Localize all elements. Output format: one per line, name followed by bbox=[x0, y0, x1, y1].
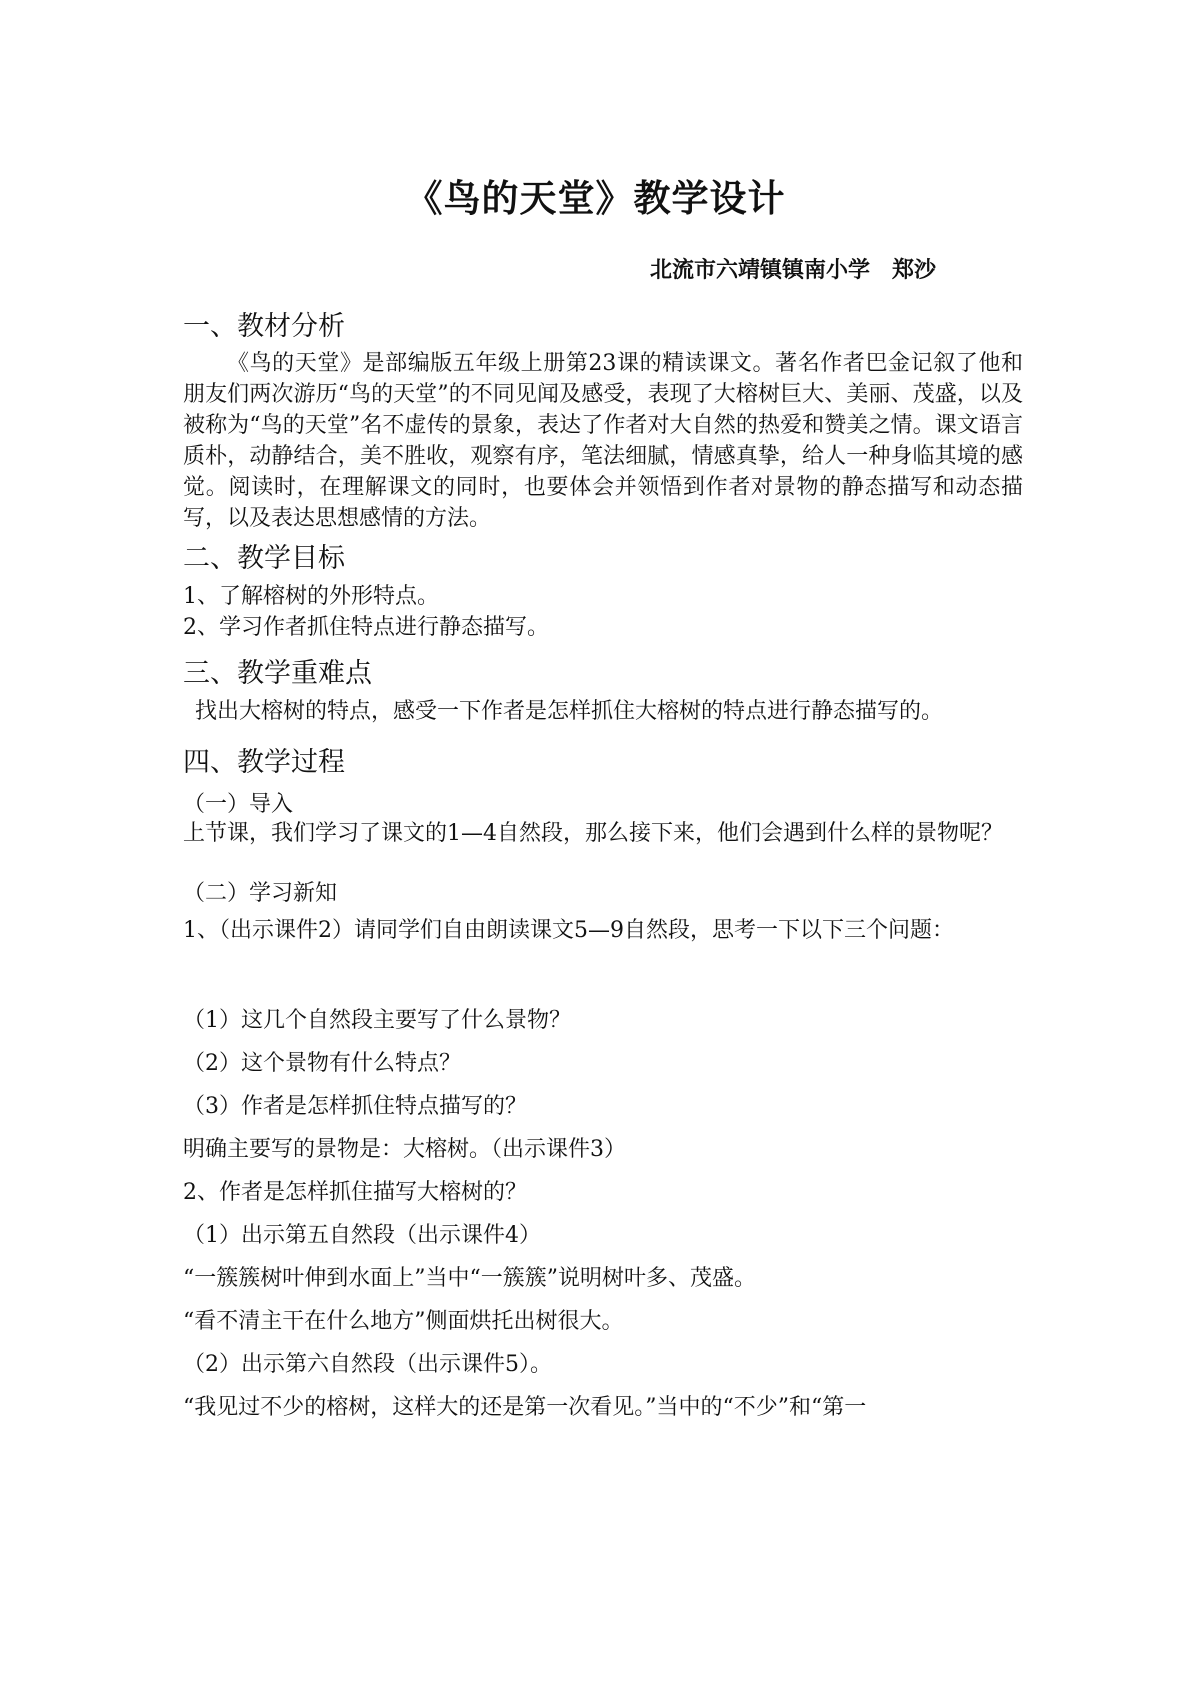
question-2: （2）这个景物有什么特点？ bbox=[183, 1051, 461, 1076]
step-1-text: 1、（出示课件2）请同学们自由朗读课文5—9自然段，思考一下以下三个问题： bbox=[183, 918, 954, 943]
section-heading-goals: 二、教学目标 bbox=[183, 543, 345, 574]
goal-item-2: 2、学习作者抓住特点进行静态描写。 bbox=[183, 615, 549, 640]
intro-text: 上节课，我们学习了课文的1—4自然段，那么接下来，他们会遇到什么样的景物呢？ bbox=[183, 821, 1003, 846]
answer-text: 明确主要写的景物是：大榕树。（出示课件3） bbox=[183, 1137, 626, 1162]
paragraph-6-item: （2）出示第六自然段（出示课件5）。 bbox=[183, 1352, 552, 1377]
paragraph-5-item: （1）出示第五自然段（出示课件4） bbox=[183, 1223, 541, 1248]
key-points-text: 找出大榕树的特点，感受一下作者是怎样抓住大榕树的特点进行静态描写的。 bbox=[195, 699, 944, 724]
paragraph-6-note-a: “我见过不少的榕树，这样大的还是第一次看见。”当中的“不少”和“第一 bbox=[183, 1395, 867, 1420]
section-heading-analysis: 一、教材分析 bbox=[183, 311, 345, 342]
page-title: 《鸟的天堂》教学设计 bbox=[405, 176, 786, 220]
paragraph-5-note-a: “一簇簇树叶伸到水面上”当中“一簇簇”说明树叶多、茂盛。 bbox=[183, 1266, 756, 1291]
section-analysis-body bbox=[183, 348, 1023, 534]
subheading-new-knowledge: （二）学习新知 bbox=[183, 881, 338, 906]
section-heading-key-points: 三、教学重难点 bbox=[183, 658, 372, 689]
analysis-paragraph: 《鸟的天堂》是部编版五年级上册第23课的精读课文。著名作者巴金记叙了他和朋友们两次游历“鸟的天堂”的不同见闻及感受，表现了大榕树巨大、美丽、茂盛，以及被称为“鸟的天堂”名不虚传的景象，表达了作者对大自然的热爱和赞美之情。课文语言质朴，动静结合，美不胜收，观察有序，笔法细腻，情感真挚，给人一种身临其境的感觉。阅读时，在理解课文的同时，也要体会并领悟到作者对景物的静态描写和动态描写，以及表达思想感情的方法。 bbox=[183, 351, 1023, 531]
question-1: （1）这几个自然段主要写了什么景物？ bbox=[183, 1008, 571, 1033]
step-2-text: 2、作者是怎样抓住描写大榕树的？ bbox=[183, 1180, 527, 1205]
subheading-intro: （一）导入 bbox=[183, 792, 294, 817]
section-heading-process: 四、教学过程 bbox=[183, 747, 345, 778]
question-3: （3）作者是怎样抓住特点描写的？ bbox=[183, 1094, 527, 1119]
goal-item-1: 1、了解榕树的外形特点。 bbox=[183, 584, 439, 609]
author-line: 北流市六靖镇镇南小学 郑沙 bbox=[650, 257, 937, 283]
paragraph-5-note-b: “看不清主干在什么地方”侧面烘托出树很大。 bbox=[183, 1309, 624, 1334]
